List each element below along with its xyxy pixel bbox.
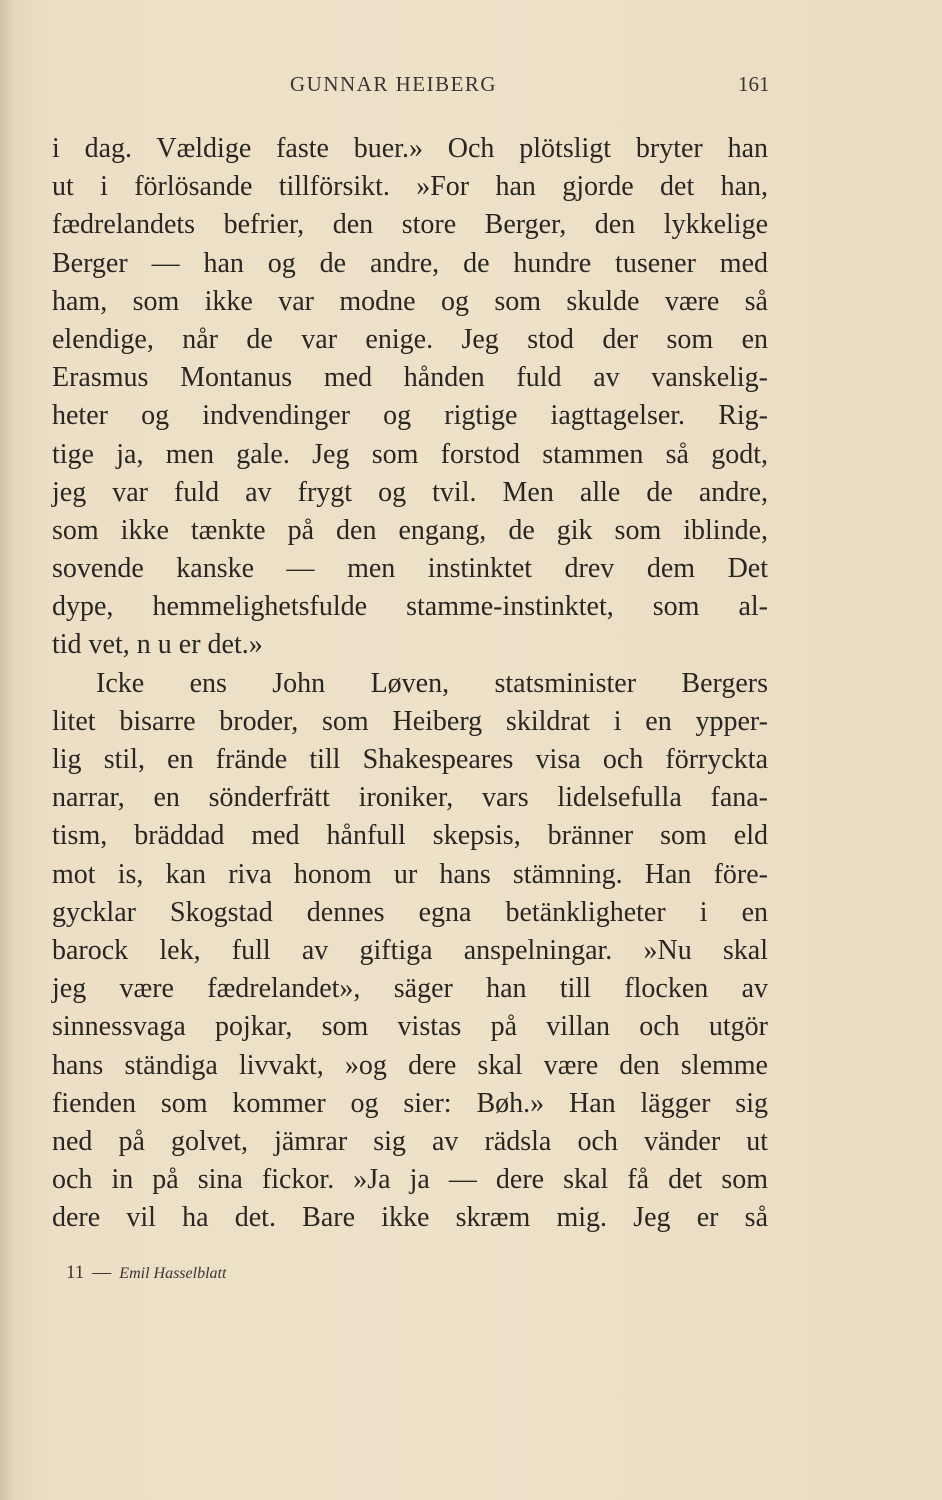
spine-shadow	[0, 0, 14, 1500]
text-line: mot is, kan riva honom ur hans stämning. Han före-	[52, 858, 768, 890]
signature-separator: —	[92, 1262, 112, 1283]
text-line: tid vet, n u er det.»	[52, 629, 263, 661]
text-line: tige ja, men gale. Jeg som forstod stammen så godt,	[52, 438, 768, 470]
body-text	[52, 130, 768, 1237]
running-title: GUNNAR HEIBERG	[290, 72, 498, 96]
text-line: litet bisarre broder, som Heiberg skildrat i en ypper-	[52, 705, 768, 737]
text-line: Icke ens John Løven, statsminister Bergers	[96, 667, 768, 699]
text-line: lig stil, en frände till Shakespeares visa och förryckta	[52, 744, 768, 775]
text-line: Berger — han og de andre, de hundre tusener med	[52, 247, 768, 279]
text-line: fædrelandets befrier, den store Berger, den lykkelige	[52, 209, 768, 241]
text-line: dype, hemmelighetsfulde stamme-instinktet, som al-	[52, 591, 768, 623]
text-line: fienden som kommer og sier: Bøh.» Han lägger sig	[52, 1087, 768, 1119]
text-line: ned på golvet, jämrar sig av rädsla och vänder ut	[52, 1125, 768, 1157]
text-line: elendige, når de var enige. Jeg stod der som en	[52, 323, 768, 355]
text-line: jeg var fuld av frygt og tvil. Men alle de andre,	[52, 476, 768, 508]
text-line: ham, som ikke var modne og som skulde være så	[52, 285, 768, 317]
text-line: barock lek, full av giftiga anspelningar. »Nu skal	[52, 934, 768, 966]
running-head	[0, 72, 942, 102]
text-line: tism, bräddad med hånfull skepsis, bränner som eld	[52, 820, 768, 852]
text-line: jeg være fædrelandet», säger han till flocken av	[52, 973, 768, 1005]
text-line: som ikke tænkte på den engang, de gik som iblinde,	[52, 514, 768, 546]
text-line: Erasmus Montanus med hånden fuld av vanskelig-	[52, 362, 768, 394]
text-line: och in på sina fickor. »Ja ja — dere skal få det som	[52, 1164, 768, 1196]
signature-number: 11	[66, 1262, 85, 1283]
text-line: narrar, en sönderfrätt ironiker, vars lidelsefulla fana-	[52, 782, 768, 814]
text-line: hans ständiga livvakt, »og dere skal være den slemme	[52, 1049, 768, 1081]
text-line: heter og indvendinger og rigtige iagttagelser. Rig-	[52, 400, 768, 432]
text-line: ut i förlösande tillförsikt. »For han gjorde det han,	[52, 171, 768, 203]
text-line: gycklar Skogstad dennes egna betänkligheter i en	[52, 896, 768, 928]
text-line: sinnessvaga pojkar, som vistas på villan och utgör	[52, 1011, 768, 1043]
text-line: sovende kanske — men instinktet drev dem Det	[52, 553, 768, 585]
page-number: 161	[738, 72, 770, 96]
printer-signature	[66, 1262, 226, 1284]
text-line: i dag. Vældige faste buer.» Och plötsligt bryter han	[52, 133, 768, 164]
signature-name: Emil Hasselblatt	[119, 1265, 227, 1282]
text-line: dere vil ha det. Bare ikke skræm mig. Jeg er så	[52, 1202, 768, 1234]
